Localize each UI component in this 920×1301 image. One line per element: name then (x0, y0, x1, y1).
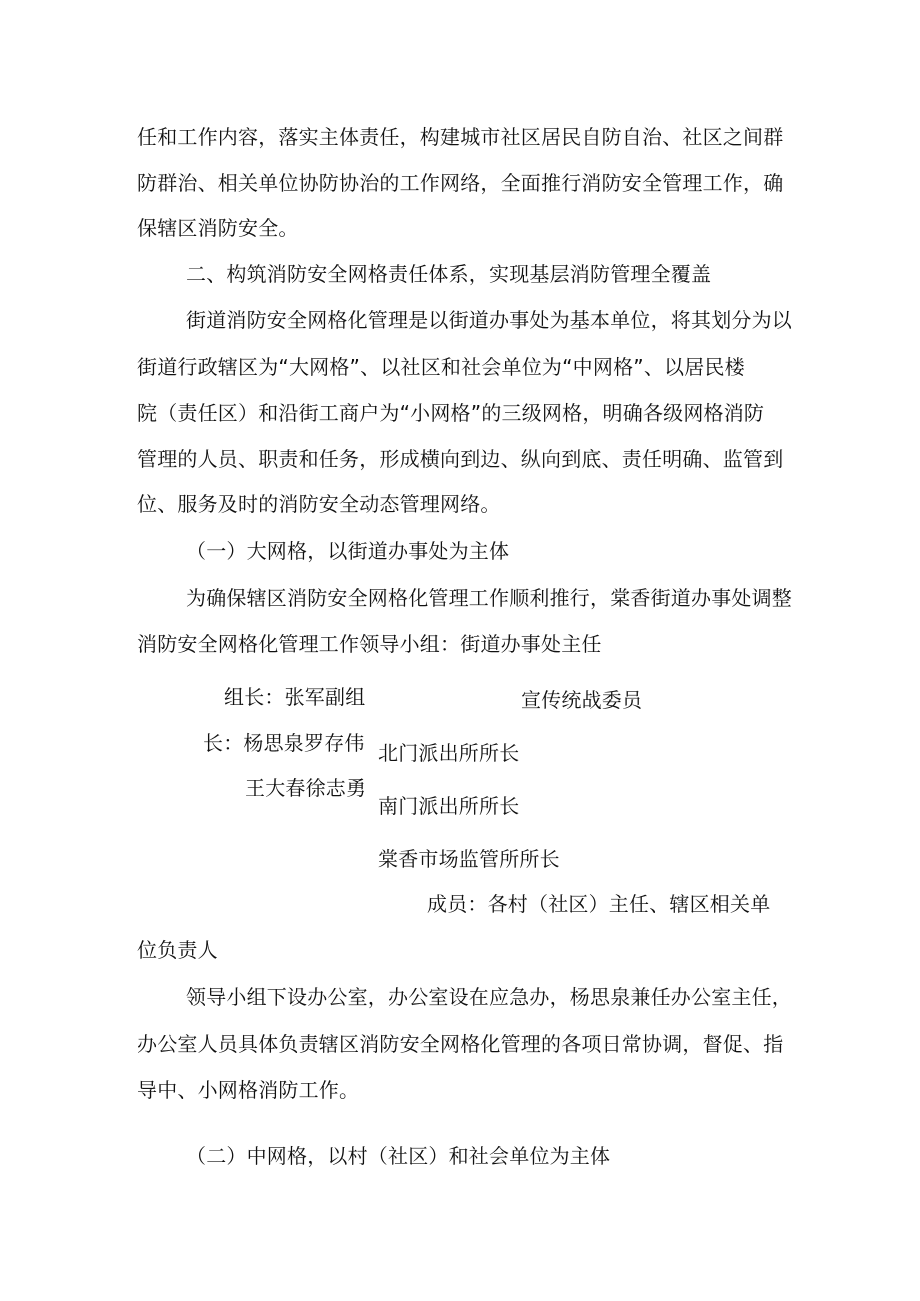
subsection-heading: （二）中网格，以村（社区）和社会单位为主体 (186, 1144, 611, 1168)
body-text-line: 为确保辖区消防安全网格化管理工作顺利推行，棠香街道办事处调整 (186, 586, 792, 610)
body-text-line: 院（责任区）和沿街工商户为“小网格”的三级网格，明确各级网格消防 (137, 401, 765, 425)
body-text-line: 领导小组下设办公室，办公室设在应急办，杨思泉兼任办公室主任， (186, 985, 792, 1009)
body-text-line: 王大春徐志勇 (245, 776, 367, 800)
body-text-line: 北门派出所所长 (378, 741, 520, 765)
body-text-line: 位负责人 (137, 938, 218, 962)
body-text-line: 导中、小网格消防工作。 (137, 1078, 360, 1102)
body-text-line: 街道行政辖区为“大网格”、以社区和社会单位为“中网格”、以居民楼 (137, 355, 745, 379)
body-text-line: 棠香市场监管所所长 (378, 847, 560, 871)
body-text-line: 宣传统战委员 (521, 688, 643, 712)
body-text-line: 组长：张军副组 (224, 685, 366, 709)
body-text-line: 街道消防安全网格化管理是以街道办事处为基本单位，将其划分为以 (186, 308, 792, 332)
body-text-line: 任和工作内容，落实主体责任，构建城市社区居民自防自治、社区之间群 (137, 125, 784, 149)
body-text-line: 成员：各村（社区）主任、辖区相关单 (427, 892, 771, 916)
body-text-line: 长：杨思泉罗存伟 (203, 731, 365, 755)
section-heading: 二、构筑消防安全网格责任体系，实现基层消防管理全覆盖 (186, 262, 712, 286)
body-text-line: 管理的人员、职责和任务，形成横向到边、纵向到底、责任明确、监管到 (137, 447, 784, 471)
body-text-line: 防群治、相关单位协防协治的工作网络，全面推行消防安全管理工作，确 (137, 171, 784, 195)
body-text-line: 位、服务及时的消防安全动态管理网络。 (137, 492, 501, 516)
subsection-heading: （一）大网格，以街道办事处为主体 (186, 539, 510, 563)
body-text-line: 保辖区消防安全。 (137, 216, 299, 240)
body-text-line: 办公室人员具体负责辖区消防安全网格化管理的各项日常协调，督促、指 (137, 1032, 784, 1056)
body-text-line: 消防安全网格化管理工作领导小组：街道办事处主任 (137, 632, 602, 656)
body-text-line: 南门派出所所长 (378, 794, 520, 818)
